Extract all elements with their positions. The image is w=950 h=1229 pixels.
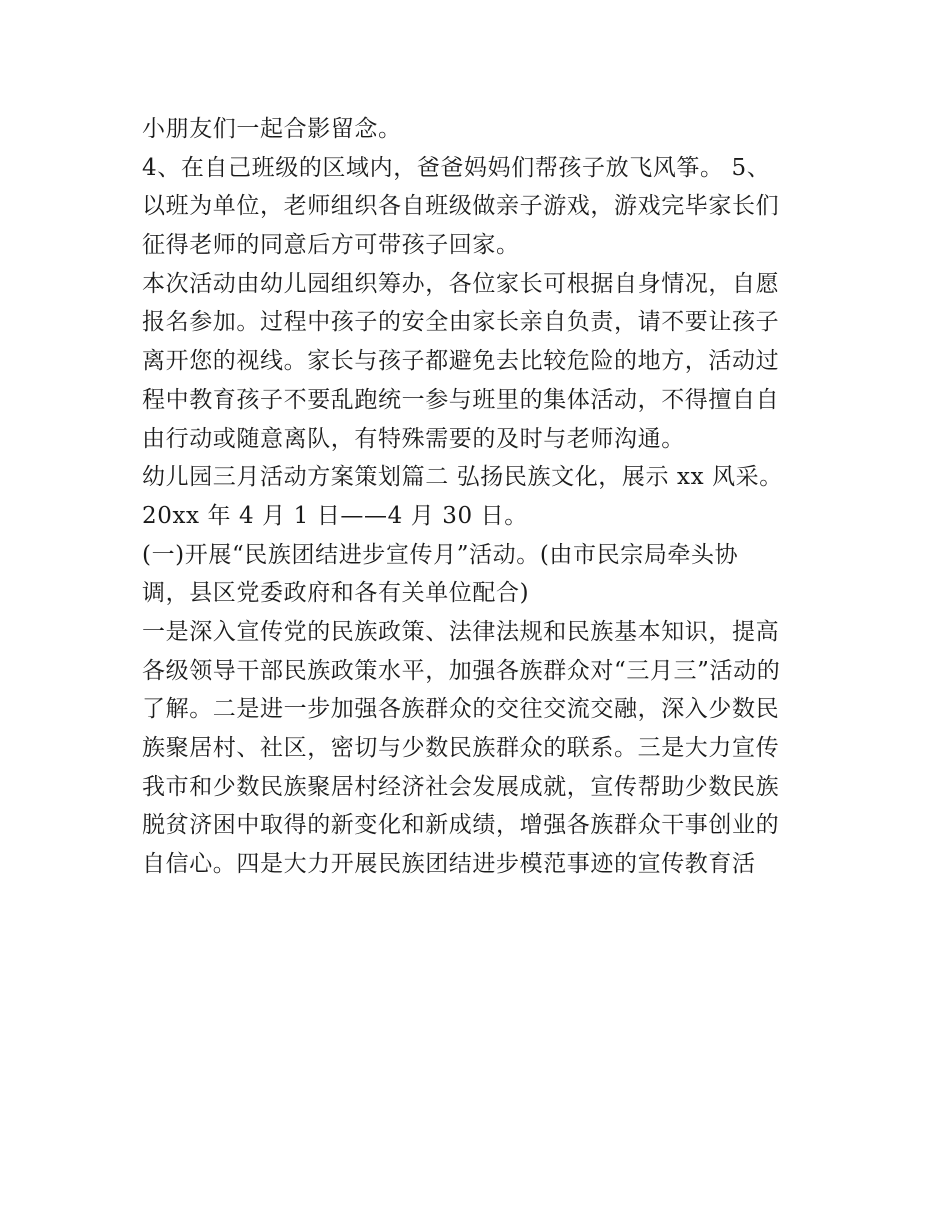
text-line: 一是深入宣传党的民族政策、法律法规和民族基本知识，提高 — [142, 618, 780, 645]
text-line: 4、在自己班级的区域内，爸爸妈妈们帮孩子放飞风筝。 5、 — [142, 154, 771, 181]
text-line: 由行动或随意离队，有特殊需要的及时与老师沟通。 — [142, 425, 685, 452]
text-line: 20xx 年 4 月 1 日——4 月 30 日。 — [142, 502, 528, 529]
text-line: 以班为单位，老师组织各自班级做亲子游戏，游戏完毕家长们 — [142, 193, 780, 220]
text-line: 本次活动由幼儿园组织筹办，各位家长可根据自身情况，自愿 — [142, 270, 780, 297]
text-line: 自信心。四是大力开展民族团结进步模范事迹的宣传教育活 — [142, 851, 756, 878]
text-line: 各级领导干部民族政策水平，加强各族群众对“三月三”活动的 — [142, 657, 781, 684]
text-line: 离开您的视线。家长与孩子都避免去比较危险的地方，活动过 — [142, 348, 780, 375]
text-line: 幼儿园三月活动方案策划篇二 弘扬民族文化，展示 xx 风采。 — [142, 464, 783, 491]
text-line: 小朋友们一起合影留念。 — [142, 116, 402, 142]
text-line: (一)开展“民族团结进步宣传月”活动。(由市民宗局牵头协 — [142, 541, 739, 568]
text-line: 程中教育孩子不要乱跑统一参与班里的集体活动，不得擅自自 — [142, 386, 780, 413]
text-line: 征得老师的同意后方可带孩子回家。 — [142, 232, 520, 259]
text-line: 脱贫济困中取得的新变化和新成绩，增强各族群众干事创业的 — [142, 812, 780, 839]
text-line: 我市和少数民族聚居村经济社会发展成就，宣传帮助少数民族 — [142, 773, 780, 800]
text-line: 了解。二是进一步加强各族群众的交往交流交融，深入少数民 — [142, 696, 780, 723]
text-line: 报名参加。过程中孩子的安全由家长亲自负责，请不要让孩子 — [142, 309, 780, 336]
text-line: 调，县区党委政府和各有关单位配合) — [142, 580, 530, 607]
document-body — [142, 110, 822, 884]
text-line: 族聚居村、社区，密切与少数民族群众的联系。三是大力宣传 — [142, 735, 780, 761]
